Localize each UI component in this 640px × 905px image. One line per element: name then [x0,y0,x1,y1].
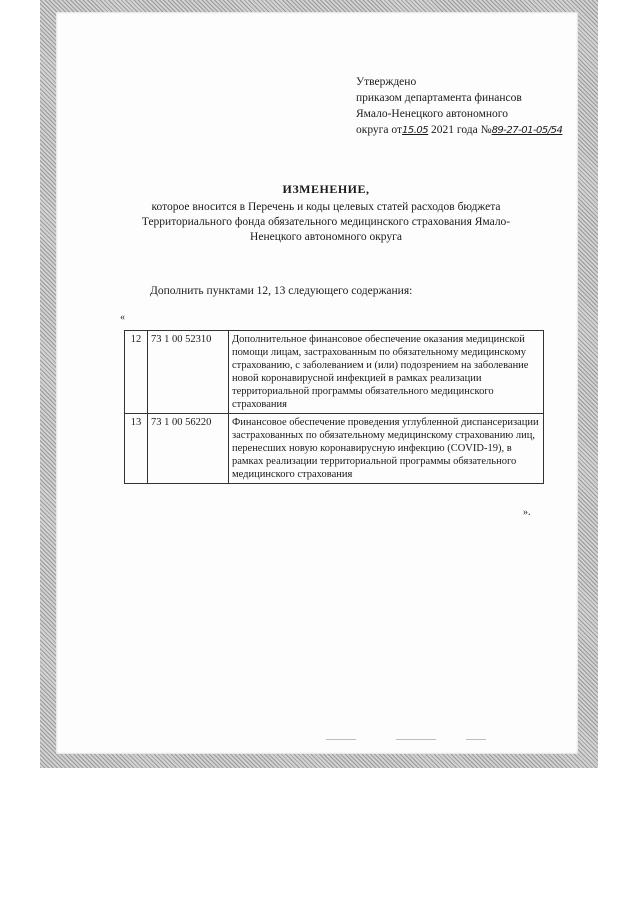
scan-artifact-line [326,739,356,740]
approval-stamp [356,74,586,139]
approval-line-4-year: 2021 года № [428,124,492,136]
opening-quote: « [120,312,125,323]
row-code: 73 1 00 52310 [148,331,229,414]
document-title: ИЗМЕНЕНИЕ, [282,182,370,196]
approval-line-1: Утверждено [356,76,417,88]
approval-line-4-prefix: округа от [356,124,403,136]
handwritten-date: 15.05 [402,125,429,136]
row-number: 12 [125,331,148,414]
document-subtitle: которое вносится в Перечень и коды целевых статей расходов бюджета Территориального фонда обязательного медицинского страхования Ямало-Ненецкого автономного округа [141,201,511,243]
approval-line-3: Ямало-Ненецкого автономного [356,108,508,120]
row-description: Дополнительное финансовое обеспечение оказания медицинской помощи лицам, застрахованным по обязательному медицинскому страхованию, с заболеванием и (или) подозрением на заболевание новой коронавирусной инфекцией в рамках реализации территориальной программы обязательного медицинского страхования [229,331,544,414]
row-number: 13 [125,414,148,484]
table-row [125,331,544,414]
document-page [56,12,578,754]
scan-artifact-line [396,739,436,740]
scan-artifact-line [466,739,486,740]
amendment-table [124,330,544,484]
table-row [125,414,544,484]
row-description: Финансовое обеспечение проведения углубленной диспансеризации застрахованных по обязательному медицинскому страхованию лиц, перенесших новую коронавирусную инфекцию (COVID-19), в рамках реализации территориальной программы обязательного медицинского страхования [229,414,544,484]
closing-quote: ». [523,507,531,518]
intro-text: Дополнить пунктами 12, 13 следующего содержания: [150,285,413,297]
row-code: 73 1 00 56220 [148,414,229,484]
approval-line-2: приказом департамента финансов [356,92,522,104]
approval-line-4 [356,122,586,139]
handwritten-order-number: 89-27-01-05/54 [491,125,563,136]
